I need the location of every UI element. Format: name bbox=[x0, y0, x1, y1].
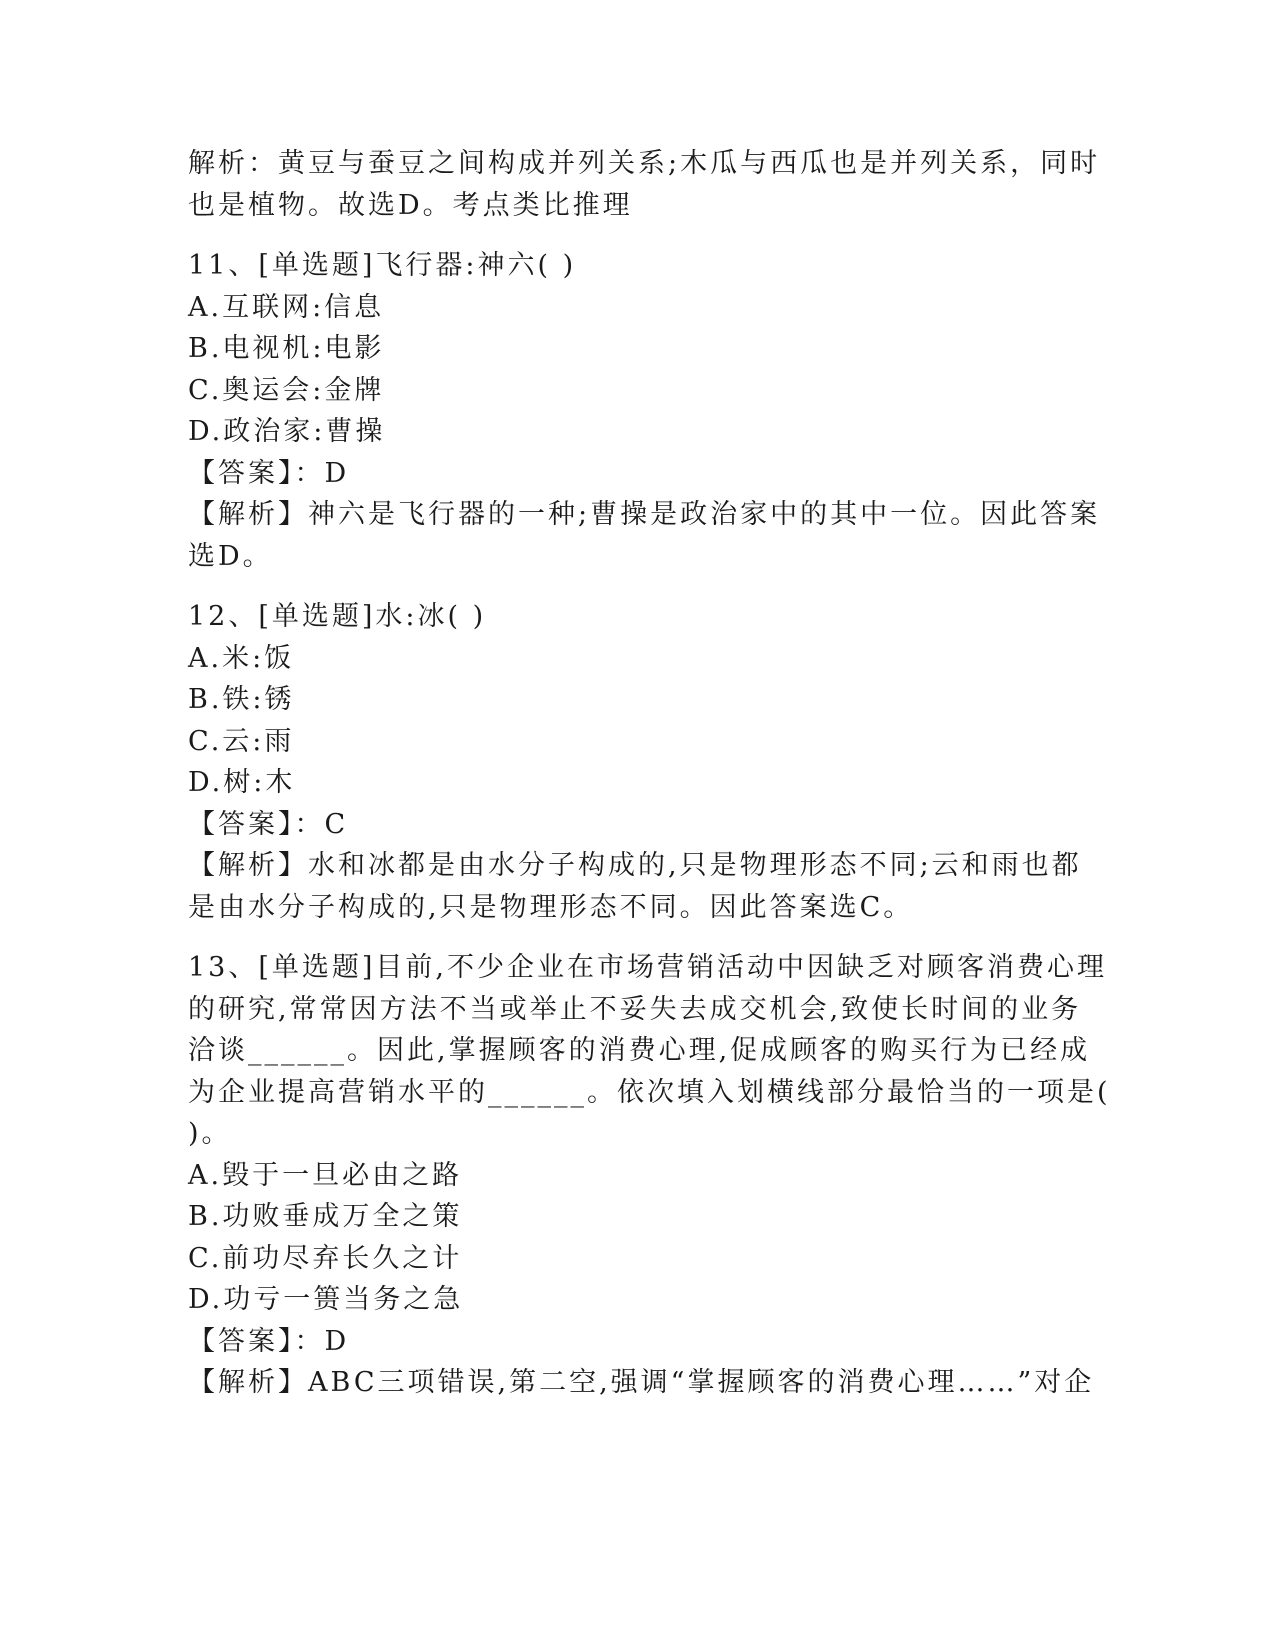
q13-stem-line-4: 为企业提高营销水平的______。依次填入划横线部分最恰当的一项是( bbox=[188, 1077, 1111, 1108]
q12-option-d: D.树:木 bbox=[188, 767, 296, 798]
q12-option-b: B.铁:锈 bbox=[188, 684, 295, 715]
q13-answer: 【答案】：D bbox=[188, 1326, 350, 1357]
q12-answer: 【答案】：C bbox=[188, 809, 349, 840]
q11-option-a: A.互联网:信息 bbox=[188, 292, 385, 323]
q13-stem-line-5: )。 bbox=[188, 1118, 232, 1149]
q12-option-a: A.米:饭 bbox=[188, 643, 295, 674]
q13-option-d: D.功亏一篑当务之急 bbox=[188, 1284, 464, 1315]
q12-analysis-line-1: 【解析】水和冰都是由水分子构成的,只是物理形态不同;云和雨也都 bbox=[188, 850, 1082, 881]
q13-stem-line-3: 洽谈______。因此,掌握顾客的消费心理,促成顾客的购买行为已经成 bbox=[188, 1035, 1091, 1066]
q12-analysis-line-2: 是由水分子构成的,只是物理形态不同。因此答案选C。 bbox=[188, 892, 914, 923]
intro-analysis-line-1: 解析：黄豆与蚕豆之间构成并列关系;木瓜与西瓜也是并列关系，同时 bbox=[188, 148, 1101, 179]
q13-stem-line-1: 13、[单选题]目前,不少企业在市场营销活动中因缺乏对顾客消费心理 bbox=[188, 952, 1108, 983]
q11-analysis-line-2: 选D。 bbox=[188, 541, 273, 572]
q11-answer: 【答案】：D bbox=[188, 458, 350, 489]
q13-option-c: C.前功尽弃长久之计 bbox=[188, 1243, 463, 1274]
q12-option-c: C.云:雨 bbox=[188, 726, 295, 757]
q13-option-a: A.毁于一旦必由之路 bbox=[188, 1160, 463, 1191]
q13-analysis-line-1: 【解析】ABC三项错误,第二空,强调“掌握顾客的消费心理……”对企 bbox=[188, 1367, 1095, 1398]
q11-stem: 11、[单选题]飞行器:神六( ) bbox=[188, 250, 577, 281]
q13-option-b: B.功败垂成万全之策 bbox=[188, 1201, 463, 1232]
q11-analysis-line-1: 【解析】神六是飞行器的一种;曹操是政治家中的其中一位。因此答案 bbox=[188, 499, 1101, 530]
q13-stem-line-2: 的研究,常常因方法不当或举止不妥失去成交机会,致使长时间的业务 bbox=[188, 994, 1082, 1025]
q11-option-d: D.政治家:曹操 bbox=[188, 416, 386, 447]
q11-option-c: C.奥运会:金牌 bbox=[188, 375, 385, 406]
q12-stem: 12、[单选题]水:冰( ) bbox=[188, 601, 487, 632]
intro-analysis-line-2: 也是植物。故选D。考点类比推理 bbox=[188, 190, 633, 221]
q11-option-b: B.电视机:电影 bbox=[188, 333, 385, 364]
